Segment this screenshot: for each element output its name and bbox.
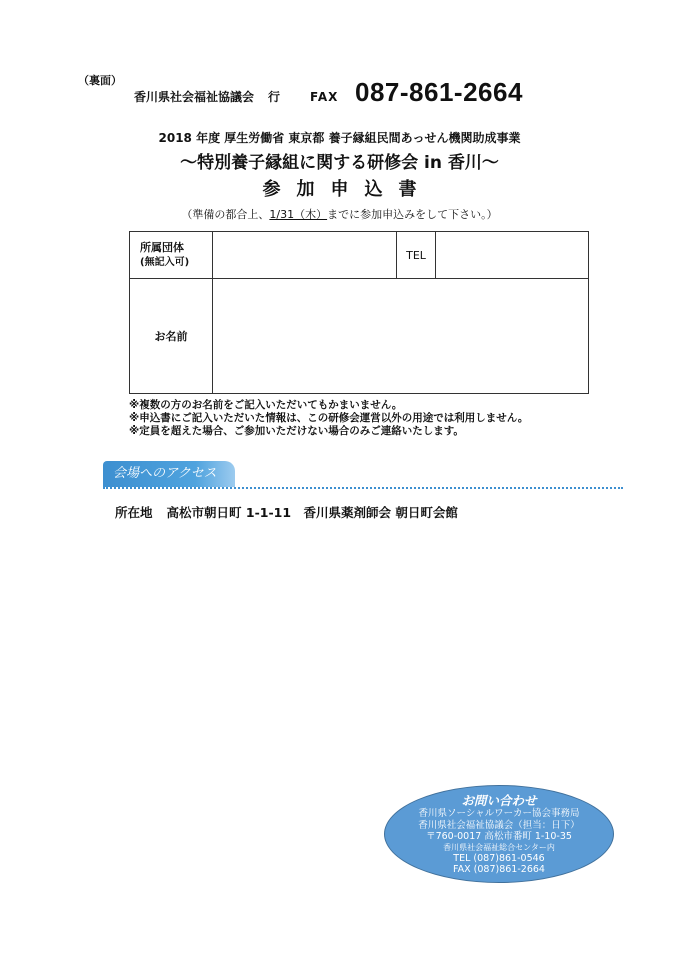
form-row-org (130, 232, 589, 279)
deadline-note (0, 206, 679, 222)
recipient-suffix: 行 (268, 90, 281, 104)
contact-oval (384, 785, 614, 883)
form-title: 参加申込書 (262, 179, 433, 200)
application-form-table (129, 231, 589, 394)
back-side-label: （裏面） (78, 74, 122, 87)
access-heading: 会場へのアクセス (103, 461, 235, 487)
subsidy-line: 2018 年度 厚生労働省 東京都 養子縁組民間あっせん機関助成事業 (158, 131, 521, 145)
contact-line: TEL (087)861-0546 (453, 852, 545, 864)
notes (129, 399, 528, 438)
address-label: 所在地 (115, 505, 153, 520)
venue-address (115, 503, 458, 521)
tel-field[interactable] (436, 232, 589, 279)
deadline-date: 1/31（木） (269, 208, 328, 221)
note-item: ※申込書にご記入いただいた情報は、この研修会運営以外の用途では利用しません。 (129, 412, 529, 424)
org-label: 所属団体 (140, 241, 184, 254)
contact-line: 〒760-0017 高松市番町 1-10-35 (426, 831, 572, 842)
tel-label: TEL (397, 232, 436, 279)
contact-line: FAX (087)861-2664 (453, 864, 545, 875)
seminar-title: ～特別養子縁組に関する研修会 in 香川～ (180, 153, 499, 173)
fax-recipient-line (134, 88, 338, 105)
form-row-name (130, 279, 589, 394)
contact-line: 香川県社会福祉協議会（担当：日下） (418, 819, 580, 831)
fax-number: 087-861-2664 (355, 77, 523, 107)
deadline-suffix: までに参加申込みをして下さい。） (327, 208, 498, 221)
access-divider (103, 487, 623, 489)
name-field[interactable] (213, 279, 589, 394)
contact-title: お問い合わせ (461, 793, 537, 808)
org-field[interactable] (213, 232, 397, 279)
org-label-cell (130, 232, 213, 279)
contact-line: 香川県ソーシャルワーカー協会事務局 (418, 808, 580, 819)
name-label: お名前 (130, 279, 213, 394)
contact-line: 香川県社会福祉総合センター内 (443, 842, 555, 852)
note-item: ※定員を超えた場合、ご参加いただけない場合のみご連絡いたします。 (129, 425, 464, 437)
org-sub-label: (無記入可) (140, 257, 190, 268)
address-value: 高松市朝日町 1-1-11 香川県薬剤師会 朝日町会館 (166, 505, 458, 520)
note-item: ※複数の方のお名前をご記入いただいてもかまいません。 (129, 399, 403, 411)
recipient-org: 香川県社会福祉協議会 (134, 90, 255, 104)
deadline-prefix: （準備の都合上、 (181, 208, 270, 221)
fax-label: FAX (310, 90, 339, 104)
